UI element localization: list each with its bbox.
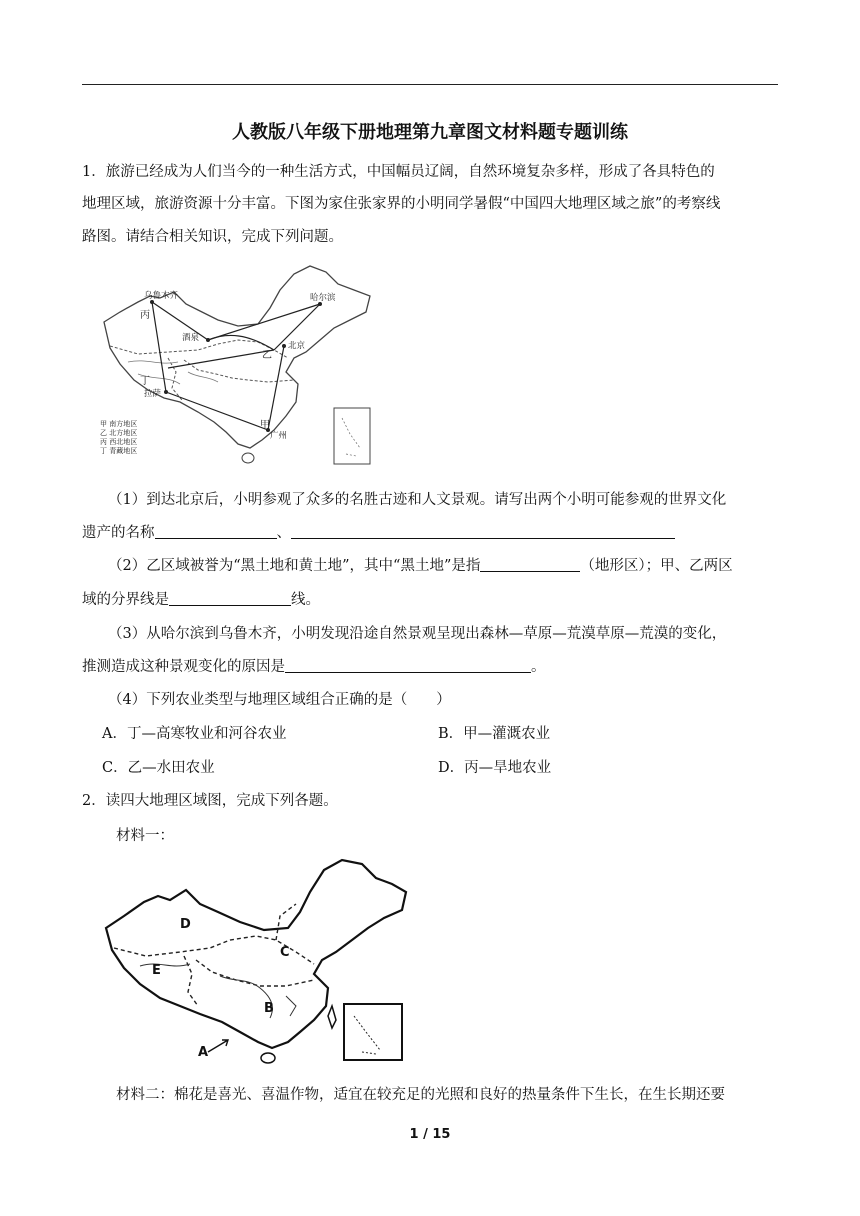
header-rule: [82, 84, 778, 85]
answer-blank-heritage-2[interactable]: [291, 524, 675, 539]
legend-item: 甲 南方地区: [100, 420, 138, 428]
q1-sub2-line1: [108, 556, 733, 576]
q1-sub3-line2: [82, 657, 546, 677]
region-label-yi: 乙: [262, 350, 272, 361]
city-label-urumqi: 乌鲁木齐: [144, 291, 179, 301]
q1-sub3-prompt: 推测造成这种景观变化的原因是: [82, 659, 285, 675]
q2-text-line1: 2．读四大地理区域图，完成下列各题。: [82, 793, 338, 809]
q1-text-line2: 地理区域，旅游资源十分丰富。下图为家住张家界的小明同学暑假“中国四大地理区域之旅”的考察线: [82, 196, 721, 212]
china-outline: [106, 860, 406, 1048]
china-route-map: [98, 262, 376, 468]
region-letter-b: B: [264, 1001, 274, 1016]
city-label-harbin: 哈尔滨: [310, 293, 336, 303]
hainan-island: [242, 453, 254, 463]
option-d[interactable]: D．丙—旱地农业: [438, 760, 552, 776]
q2-material2-text: 材料二：棉花是喜光、喜温作物，适宜在较充足的光照和良好的热量条件下生长，在生长期还要: [116, 1087, 725, 1103]
arrow-pointer: [208, 1040, 228, 1052]
legend-item: 丁 青藏地区: [100, 447, 138, 455]
region-letter-d: D: [180, 917, 191, 932]
city-label-guangzhou: 广州: [270, 431, 288, 441]
taiwan-island: [328, 1006, 336, 1028]
answer-blank-boundary[interactable]: [169, 591, 291, 606]
q1-sub2-prompt-cont: （地形区）；甲、乙两区: [580, 558, 733, 574]
answer-blank-landform[interactable]: [480, 557, 580, 572]
page-number: 1 / 15: [409, 1127, 451, 1142]
legend-item: 乙 北方地区: [100, 429, 138, 437]
q1-sub3-suffix: 。: [531, 659, 546, 675]
q1-sub1-line2: [82, 523, 675, 543]
city-label-lhasa: 拉萨: [144, 389, 162, 399]
map-legend: [100, 419, 137, 455]
region-label-jia: 甲: [260, 420, 270, 431]
option-c[interactable]: C．乙—水田农业: [102, 760, 215, 776]
option-a[interactable]: A．丁—高寒牧业和河谷农业: [102, 726, 287, 742]
q1-text-line1: 1．旅游已经成为人们当今的一种生活方式，中国幅员辽阔，自然环境复杂多样，形成了各具特色的: [82, 164, 715, 180]
region-letter-c: C: [280, 945, 290, 960]
q1-sub1-prompt: 遗产的名称: [82, 525, 155, 541]
q1-sub2-prompt: （2）乙区域被誉为“黑土地和黄土地”，其中“黑土地”是指: [108, 558, 481, 574]
legend-item: 丙 西北地区: [100, 438, 138, 446]
option-b[interactable]: B．甲—灌溉农业: [438, 726, 551, 742]
separator: 、: [276, 525, 291, 541]
q1-sub2-prompt-boundary: 域的分界线是: [82, 592, 169, 608]
q1-sub2-suffix: 线。: [291, 592, 320, 608]
south-sea-inset: [344, 1004, 402, 1060]
city-label-jiuquan: 酒泉: [182, 333, 200, 343]
city-label-beijing: 北京: [288, 341, 306, 351]
answer-blank-heritage-1[interactable]: [155, 524, 277, 539]
answer-blank-reason[interactable]: [285, 658, 531, 673]
q1-sub3-line1: （3）从哈尔滨到乌鲁木齐，小明发现沿途自然景观呈现出森林—草原—荒漠草原—荒漠的变化，: [108, 626, 727, 642]
region-label-bing: 丙: [140, 310, 150, 321]
region-label-ding: 丁: [140, 376, 150, 387]
q1-sub2-line2: [82, 590, 320, 610]
q1-sub4-stem: （4）下列农业类型与地理区域组合正确的是（ ）: [108, 692, 451, 708]
q1-text-line3: 路图。请结合相关知识，完成下列问题。: [82, 229, 343, 245]
document-title: 人教版八年级下册地理第九章图文材料题专题训练: [232, 122, 628, 143]
region-letter-e: E: [152, 963, 161, 978]
region-letter-a: A: [198, 1045, 209, 1060]
south-sea-inset: [334, 408, 370, 464]
four-regions-map: [100, 856, 410, 1064]
travel-route: [152, 302, 320, 430]
q2-material1-label: 材料一：: [116, 828, 174, 844]
city-markers: [150, 300, 322, 432]
q1-sub1-line1: （1）到达北京后，小明参观了众多的名胜古迹和人文景观。请写出两个小明可能参观的世界文化: [108, 492, 727, 508]
